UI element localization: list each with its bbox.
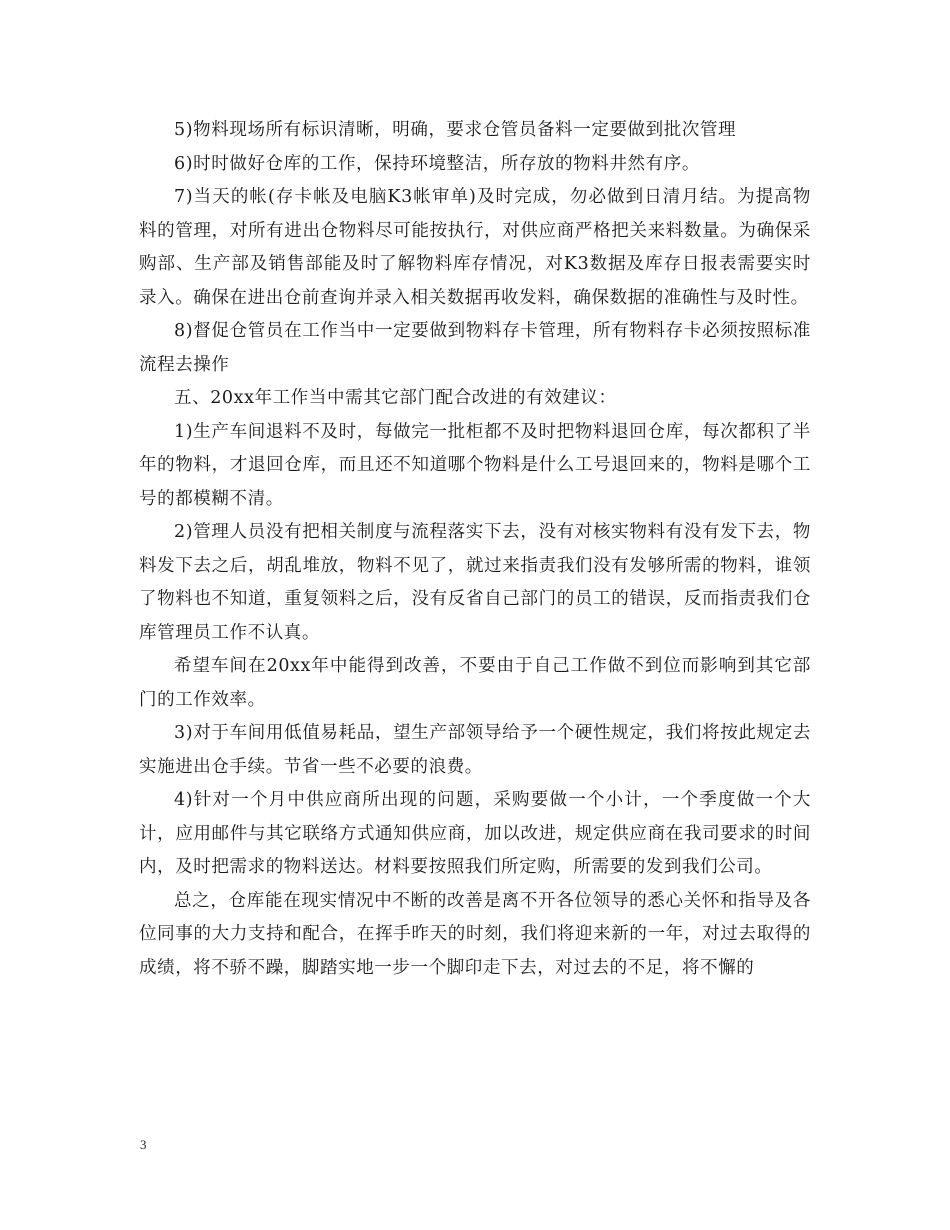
conclusion-paragraph: 总之，仓库能在现实情况中不断的改善是离不开各位领导的悉心关怀和指导及各位同事的大力支持和配合，在挥手昨天的时刻，我们将迎来新的一年，对过去取得的成绩，将不骄不躁，脚踏实地一步一个脚印走下去，对过去的不足，将不懈的 [139, 890, 811, 978]
section-heading-5: 五、20xx年工作当中需其它部门配合改进的有效建议： [174, 388, 617, 408]
workshop-hope-paragraph: 希望车间在20xx年中能得到改善，不要由于自己工作做不到位而影响到其它部门的工作效率。 [139, 656, 811, 710]
suggestion-item-3: 3)对于车间用低值易耗品，望生产部领导给予一个硬性规定，我们将按此规定去实施进出仓手续。节省一些不必要的浪费。 [139, 723, 811, 777]
paragraph-item-7: 7)当天的帐(存卡帐及电脑K3帐审单)及时完成，勿必做到日清月结。为提高物料的管理，对所有进出仓物料尽可能按执行，对供应商严格把关来料数量。为确保采购部、生产部及销售部能及时了解物料库存情况，对K3数据及库存日报表需要实时录入。确保在进出仓前查询并录入相关数据再收发料，确保数据的准确性与及时性。 [139, 187, 811, 308]
paragraph-item-8: 8)督促仓管员在工作当中一定要做到物料存卡管理，所有物料存卡必须按照标准流程去操作 [139, 321, 811, 375]
paragraph-item-5: 5)物料现场所有标识清晰，明确，要求仓管员备料一定要做到批次管理 [174, 120, 737, 140]
suggestion-item-2: 2)管理人员没有把相关制度与流程落实下去，没有对核实物料有没有发下去，物料发下去之后，胡乱堆放，物料不见了，就过来指责我们没有发够所需的物料，谁领了物料也不知道，重复领料之后，没有反省自己部门的员工的错误，反而指责我们仓库管理员工作不认真。 [139, 522, 811, 643]
document-body [139, 114, 811, 985]
paragraph-item-6: 6)时时做好仓库的工作，保持环境整洁，所存放的物料井然有序。 [174, 153, 700, 174]
page-number: 3 [140, 1137, 147, 1152]
suggestion-item-4: 4)针对一个月中供应商所出现的问题，采购要做一个小计，一个季度做一个大计，应用邮件与其它联络方式通知供应商，加以改进，规定供应商在我司要求的时间内，及时把需求的物料送达。材料要按照我们所定购，所需要的发到我们公司。 [139, 790, 811, 877]
suggestion-item-1: 1)生产车间退料不及时，每做完一批柜都不及时把物料退回仓库，每次都积了半年的物料，才退回仓库，而且还不知道哪个物料是什么工号退回来的，物料是哪个工号的都模糊不清。 [139, 421, 811, 509]
